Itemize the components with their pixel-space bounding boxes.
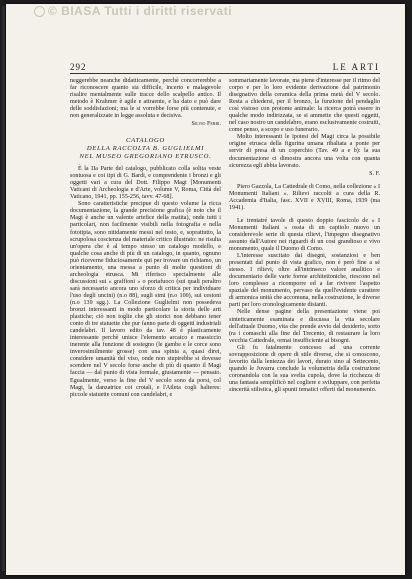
paragraph: Gli fu fatalmente concesso ad una corrente sovrapposizione di opere di stile diverse, che si conoscono, favorito dalla lentezza dei lavori, durato sino al Settecento, quando le Juvarra conclude la volumetria della costruzione coronandola con la sua svelta cupola, dove la ricchezza di una fantasia semplificò nel cogliere e sviluppare, con perfetta sincerità stilistica, gli spunti tematici offerti dal monumento. [229, 344, 380, 393]
paragraph: sommariamente lavorate, ma piene d'interesse per il ritmo del corpo e per lo loro evidente derivazione dal patrimonio disegnativo della ceramica della prima metà del V secolo. Resta a chiedersi, per il bronzo, la funzione del pendaglio così vistoso con protome animale: la ricerca potrà essere in qualche modo indirizzata, se si ammette che questi oggetti, nel caso nostro un candelabro, erano esclusivamente costruiti, come penso, a scopo e uso funerario. [229, 78, 380, 134]
copyright-icon [34, 6, 45, 17]
section-title-line: CATALOGO [126, 137, 165, 145]
section-title-line: NEL MUSEO GREGORIANO ETRUSCO. [79, 152, 212, 160]
signature: S. F. [369, 170, 380, 177]
paragraph: Nelle dense pagine della presentazione viene poi sinteticamente esaminata e discussa la vita secolare dell'attuale Duomo, vita che prende avvio dal desiderio, sorto (ra i comaschi alla fine del Trecento, di restaurare la loro vecchia Cattedrale, ormai insufficiente ai bisogni. [229, 309, 380, 344]
paragraph: Piero Gazzola, La Cattedrale di Como, nella collezione « I Monumenti Italiani ». Rilievi raccolti a cura della R. Accademia d'Italia, fasc. XVII e XVIII, Roma, 1939 (ma 1941). [229, 183, 380, 211]
scan-edge-left [2, 6, 5, 571]
section-title-line: DELLA RACCOLTA B. GUGLIELMI [86, 144, 205, 152]
header-rule [70, 73, 380, 74]
paragraph: Le trentatré tavole di questo doppio fascicolo de « I Monumenti Italiani » ossia di un capitolo nuovo un considerevole serie di questa rilievi, l'impegno disegnativo assunto dall'Autore nei riguardi di un così grandioso e vivo monumento, quale il Duomo di Como. [229, 217, 380, 253]
watermark: © BIASA Tutti i diritti riservati [34, 4, 412, 18]
paragraph: Sono caratteristiche precipue di questo volume la ricca documentazione, la grande precisione grafica (è noto che il Magi è anche un valente artefice della matita), onde tutti i particolari, non facilmente visibili nella fotografia e nella fototipia, sono nitidamente messi nel testo, e, soprattutto, la scrupolosa coscienza del materiale critico illustrato: ne risulta un'opera che è al tempo stesso un catalogo modello, e qualche cosa anche di più di un catalogo, in quanto, ognuno può riceverne fiduciosamente qui per trovare un richiamo, un orientamento, una messa a punto di molte questioni di archeologia etrusca. Mi riferisco specialmente alle discussioni sui « graffioni » o portafuoco (sui quali peraltro sarà necessario ancora uno sforzo di critica per individuare l'uso degli uncini) (n.o 88), sugli simi (n.o 100), sui cestoni (n.o 139 sgg.). La Collezione Guglielmi non possedeva bronzi interessanti in modo particolare la storia delle arti plastiche; ciò non toglie che gli storici non debbano tener conto di tre statuette che pur fanno parte di oggetti industriali candelabri. Il lavoro edito da tav. 48 è plasticamente interessante perchè unisce l'elemento arcaico e massiccio inerente alla funzione di sostegno (le gambe e le corce sono inverosimilmente grosse) con una spinta a, quasi direi, considere umanità del viso, onde non stupirebbe si dovesse scendere nel V secolo forse anche di più di quanto il Magi faccia — dal punto di vista formale, giustamente — pensato. Egualmente, verso la fine del V secolo sono da porsi, col Magi, la danzatrice coi crotali, e l'Atleta cogli halteres: piccole statuette comuni con candelabri, e [70, 201, 221, 398]
section-title [70, 137, 221, 160]
left-column [70, 78, 221, 399]
page-number: 292 [70, 62, 87, 72]
paragraph: È la IIa Parte del catalogo, pubblicato colla solita veste sontuosa e coi tipi di G. Bardi, e comprendente i bronzi e gli oggetti vari a cura del Dott. Filippo Magi [Monumenti Vaticani di Archeologia e d'Arte, volume V, Roma, Città del Vaticano, 1941, pp. 155-256, tavv. 47-68]. [70, 166, 221, 201]
paragraph: L'interesse suscitato dai disegni, sostanziosi e ben presentati dal punto di vista grafico, non è però fine a sé stesso. I rilievi, oltre all'intrinseco valore analitico e documentario delle varie forme architettoniche, riescono nel loro complesso a ricomporre ed a far rivivere l'aspetto spaziale del monumento, pervaso da quell'evidente carattere di armonica unità che accomuna, nella costruzione, le diverse parti per loro cronologicamente distanti. [229, 253, 380, 309]
paragraph: Molto interessanti le ipotesi del Magi circa la possibile origine etrusca della figurina umana ribaltata a ponte per servir di presa di un coperchio (Tav. 49 a e b): la sua documentazione ci dimostra ancora una volta con quanta sicurezza egli abbia lavorato. [229, 134, 380, 169]
running-head: LE ARTI [332, 62, 380, 72]
right-column [229, 78, 380, 394]
paragraph: neggerebbe neanche didatticamente, perchè concorrerebbe a far riconoscere quanto sia difficile, incerto e malagevole risalire mentalmente sulle tracce dello scalpello antico. Il metodo è Krahmer è agile e attraente, e ha dato e può dare delle soddisfazioni; ma le si vorrebbe forse più contenute, e non generalizzate in legge assoluta e decisiva. [70, 78, 221, 120]
signature: Silvio Ferri. [191, 121, 221, 128]
